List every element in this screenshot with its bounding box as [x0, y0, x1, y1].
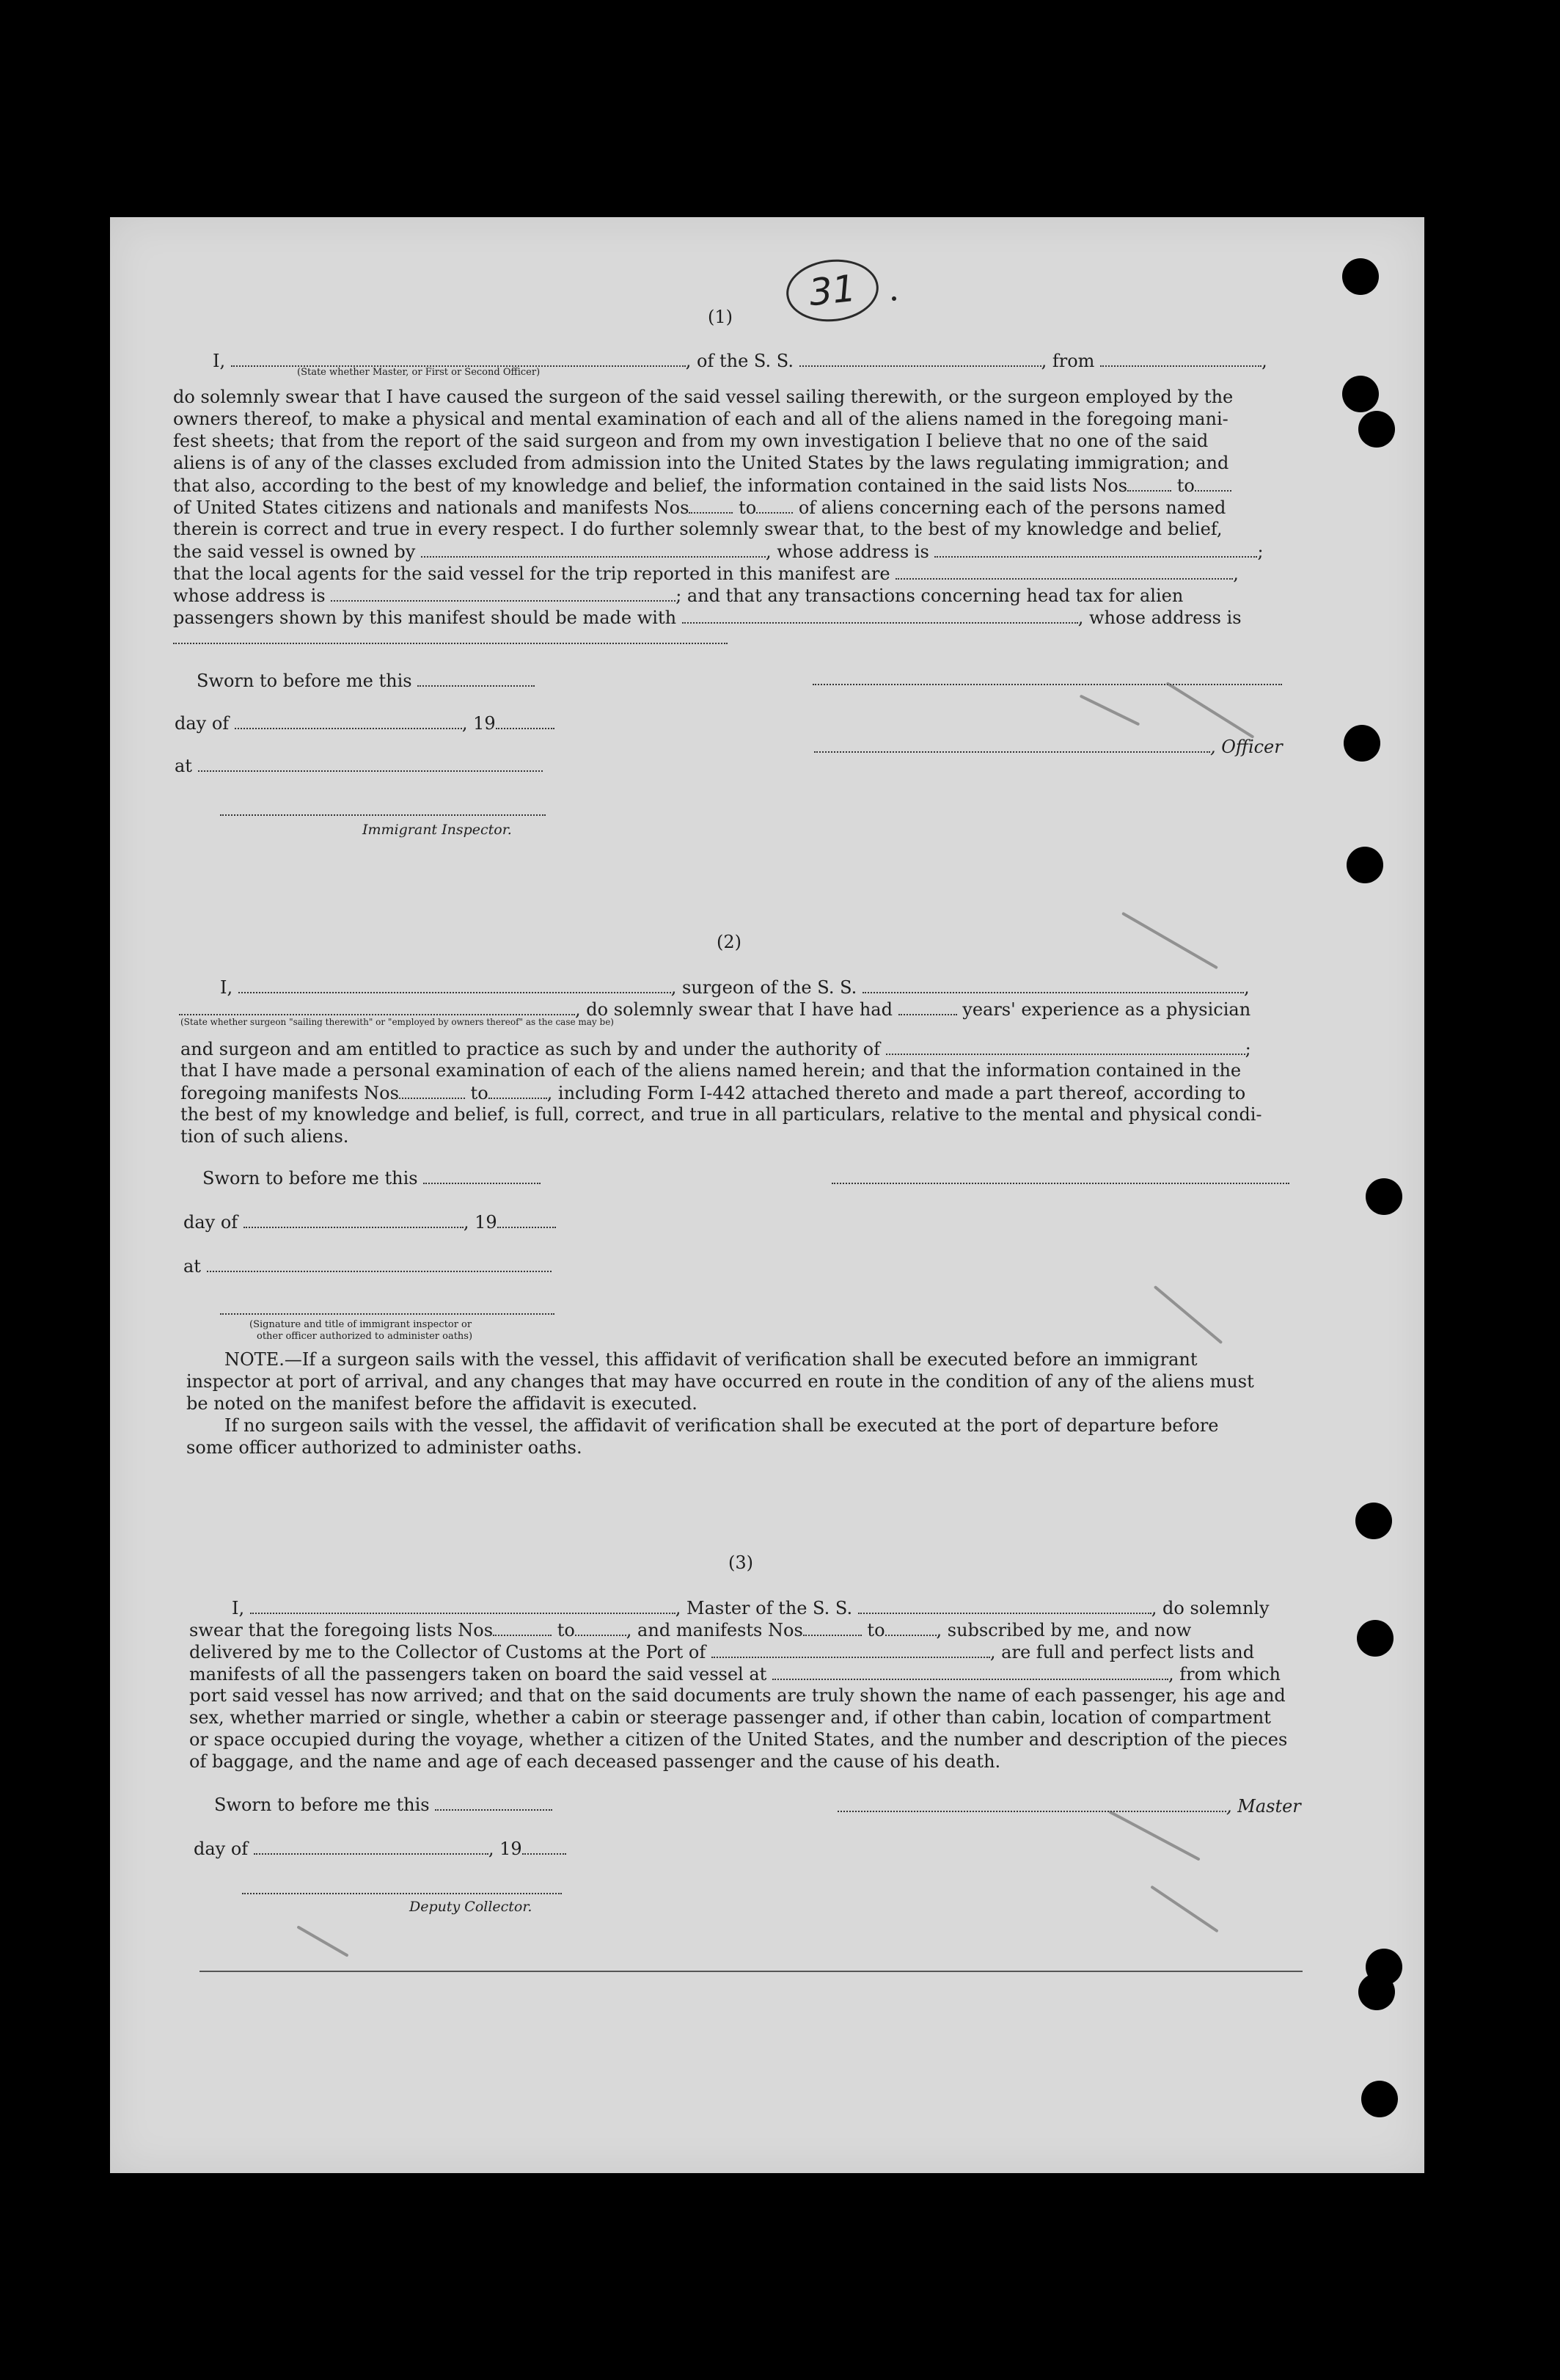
- text: delivered by me to the Collector of Customs at the Port of: [189, 1642, 706, 1662]
- section-3-line-6: sex, whether married or single, whether a cabin or steerage passenger and, if other than cabin, location of compartment: [189, 1707, 1271, 1728]
- surgeon-vessel-field: [863, 976, 1244, 993]
- page-number: 31: [807, 266, 858, 315]
- manifests-from-field: [689, 496, 733, 514]
- section-2-line-7: tion of such aliens.: [180, 1126, 349, 1147]
- address-line: [173, 643, 728, 644]
- text: , and manifests Nos: [626, 1620, 803, 1640]
- section-1-line-9: the said vessel is owned by , whose address is ;: [173, 541, 1264, 562]
- text: day of: [175, 713, 230, 734]
- section-1-note: (State whether Master, or First or Second Officer): [297, 367, 541, 378]
- text: Sworn to before me this: [197, 671, 412, 691]
- section-1-line-6: [173, 474, 1231, 497]
- note-line-2: inspector at port of arrival, and any changes that may have occurred en route in the condition of any of the aliens must: [186, 1371, 1254, 1392]
- text: , whose address is: [1077, 607, 1242, 628]
- section-3-line-7: or space occupied during the voyage, whether a citizen of the United States, and the number and description of the pieces: [189, 1729, 1288, 1750]
- text: ; and that any transactions concerning head tax for alien: [675, 585, 1184, 606]
- owner-field: [421, 540, 766, 558]
- collector-label: Deputy Collector.: [409, 1899, 532, 1915]
- text: manifests of all the passengers taken on board the said vessel at: [189, 1664, 767, 1684]
- section-2-dayof: [183, 1211, 556, 1233]
- place-field: [207, 1255, 552, 1272]
- text: , whose address is: [765, 541, 929, 562]
- section-1-line-3: owners thereof, to make a physical and mental examination of each and all of the aliens named in the foregoing mani-: [173, 409, 1228, 429]
- punch-hole: [1342, 258, 1379, 295]
- sworn-date-field: [435, 1793, 552, 1811]
- punch-hole: [1361, 2081, 1398, 2117]
- text: , surgeon of the S. S.: [670, 977, 857, 998]
- punch-hole: [1342, 376, 1379, 412]
- section-2-line-3: and surgeon and am entitled to practice as such by and under the authority of ;: [180, 1039, 1251, 1059]
- text: at: [183, 1256, 201, 1277]
- section-2-line-4: that I have made a personal examination of each of the aliens named herein; and that the information contained in the: [180, 1060, 1242, 1081]
- section-1-line-12: [173, 606, 1242, 629]
- signature-note-1: (Signature and title of immigrant inspector or: [249, 1319, 472, 1330]
- section-3-line-2: [189, 1618, 1191, 1641]
- note-line-4: If no surgeon sails with the vessel, the affidavit of verification shall be executed at the port of departure before: [224, 1415, 1219, 1436]
- place-field: [198, 754, 543, 772]
- section-3-master: [838, 1795, 1301, 1817]
- text: , 19: [463, 1212, 497, 1233]
- inspector-label: Immigrant Inspector.: [362, 822, 512, 838]
- section-3-line-8: of baggage, and the name and age of each deceased passenger and the cause of his death.: [189, 1751, 1001, 1772]
- text: swear that the foregoing lists Nos: [189, 1620, 494, 1640]
- text: , 19: [461, 713, 496, 734]
- manifests-from-field: [399, 1081, 465, 1099]
- section-1-line-10: that the local agents for the said vessel for the trip reported in this manifest are ,: [173, 563, 1239, 584]
- text: I,: [232, 1598, 245, 1618]
- manifests-to-field: [885, 1618, 937, 1636]
- text: foregoing manifests Nos: [180, 1083, 399, 1103]
- port-field: [711, 1640, 990, 1658]
- lists-to-field: [1195, 474, 1231, 492]
- text: , Officer: [1210, 737, 1283, 757]
- lists-to-field: [575, 1618, 626, 1636]
- text: , 19: [488, 1839, 522, 1859]
- note-line-3: be noted on the manifest before the affidavit is executed.: [186, 1393, 697, 1414]
- section-3-line-3: [189, 1640, 1254, 1663]
- text: to: [470, 1083, 488, 1103]
- text: I,: [213, 351, 226, 371]
- master-name-field: [231, 349, 686, 367]
- head-tax-field: [682, 606, 1078, 624]
- section-1-line-1: I, , of the S. S. , from ,: [213, 351, 1267, 371]
- note-line-1: NOTE.—If a surgeon sails with the vessel, this affidavit of verification shall be executed before an immigrant: [224, 1349, 1198, 1370]
- punch-hole: [1366, 1178, 1402, 1215]
- owner-address-field: [934, 540, 1257, 558]
- text: the said vessel is owned by: [173, 541, 416, 562]
- section-1-number: (1): [708, 307, 733, 327]
- punch-hole: [1358, 411, 1395, 448]
- text: years' experience as a physician: [962, 999, 1251, 1020]
- punch-hole: [1344, 725, 1380, 762]
- text: at: [175, 756, 192, 776]
- text: , are full and perfect lists and: [989, 1642, 1255, 1662]
- text: Sworn to before me this: [202, 1168, 418, 1189]
- section-3-line-5: port said vessel has now arrived; and that on the said documents are truly shown the name of each passenger, his age and: [189, 1685, 1286, 1706]
- surgeon-signature-line: [832, 1183, 1289, 1184]
- inspector-signature-line: [220, 1313, 554, 1315]
- section-2-sworn: [202, 1167, 541, 1189]
- ink-dot: [892, 296, 896, 301]
- text: , do solemnly swear that I have had: [575, 999, 893, 1020]
- punch-hole: [1347, 847, 1383, 883]
- text: that also, according to the best of my knowledge and belief, the information contained in the said lists Nos: [173, 475, 1128, 496]
- lists-from-field: [1127, 474, 1171, 492]
- year-field: [496, 712, 554, 729]
- section-2-line-5: [180, 1081, 1245, 1104]
- text: whose address is: [173, 585, 326, 606]
- inspector-signature-line: [220, 814, 546, 816]
- section-3-sworn: [214, 1793, 552, 1816]
- master-signature-field: [838, 1795, 1226, 1812]
- text: passengers shown by this manifest should be made with: [173, 607, 677, 628]
- section-2-line-1: I, , surgeon of the S. S. ,: [220, 977, 1250, 998]
- departure-port-field: [772, 1662, 1168, 1680]
- vessel-name-field: [858, 1596, 1151, 1614]
- officer-signature-field: [814, 735, 1210, 753]
- agents-field: [896, 562, 1233, 580]
- section-3-line-1: [232, 1596, 1270, 1619]
- manifests-from-field: [803, 1618, 862, 1636]
- section-1-line-11: [173, 584, 1183, 607]
- text: , from which: [1168, 1664, 1281, 1684]
- text: , including Form I-442 attached thereto and made a part thereof, according to: [546, 1083, 1246, 1103]
- text: , of the S. S.: [685, 351, 794, 371]
- text: , from: [1041, 351, 1095, 371]
- punch-hole: [1355, 1503, 1392, 1539]
- text: and surgeon and am entitled to practice as such by and under the authority of: [180, 1039, 880, 1059]
- text: Sworn to before me this: [214, 1795, 430, 1815]
- text: of aliens concerning each of the persons named: [798, 497, 1226, 518]
- text: , subscribed by me, and now: [936, 1620, 1192, 1640]
- lists-from-field: [493, 1618, 552, 1636]
- text: , do solemnly: [1151, 1598, 1270, 1618]
- text: to: [1176, 475, 1195, 496]
- section-2-number: (2): [717, 932, 741, 952]
- manifests-to-field: [488, 1081, 547, 1099]
- day-field: [235, 712, 462, 729]
- section-1-line-5: aliens is of any of the classes excluded from admission into the United States by the laws regulating immigration; and: [173, 453, 1229, 473]
- section-2-line-6: the best of my knowledge and belief, is full, correct, and true in all particulars, relative to the mental and physical condi-: [180, 1104, 1262, 1125]
- section-1-line-2: do solemnly swear that I have caused the surgeon of the said vessel sailing therewith, or the surgeon employed by the: [173, 387, 1234, 407]
- text: day of: [183, 1212, 238, 1233]
- from-port-field: [1100, 349, 1261, 367]
- text: that the local agents for the said vessel for the trip reported in this manifest are: [173, 563, 890, 584]
- text: day of: [194, 1839, 249, 1859]
- section-1-at: [175, 754, 543, 777]
- text: to: [739, 497, 757, 518]
- section-3-line-4: [189, 1662, 1281, 1685]
- punch-hole: [1357, 1620, 1394, 1657]
- text: to: [557, 1620, 575, 1640]
- year-field: [522, 1837, 566, 1855]
- section-2-at: [183, 1255, 552, 1277]
- note-line-5: some officer authorized to administer oaths.: [186, 1437, 582, 1458]
- sworn-date-field: [417, 669, 535, 687]
- section-3-dayof: [194, 1837, 566, 1860]
- year-field: [497, 1211, 556, 1228]
- day-field: [254, 1837, 488, 1855]
- authority-field: [886, 1037, 1245, 1055]
- text: of United States citizens and nationals and manifests Nos: [173, 497, 689, 518]
- text: to: [867, 1620, 885, 1640]
- master-name-field: [250, 1596, 675, 1614]
- section-1-officer: [814, 735, 1283, 758]
- section-1-dayof: [175, 712, 554, 734]
- section-3-number: (3): [728, 1552, 753, 1573]
- collector-signature-line: [242, 1893, 562, 1894]
- signature-line: [813, 684, 1282, 685]
- text: I,: [220, 977, 233, 998]
- surgeon-name-field: [238, 976, 671, 993]
- section-1-line-7: [173, 496, 1226, 519]
- surgeon-status-field: [179, 998, 575, 1015]
- agents-address-field: [331, 584, 675, 602]
- text: , Master: [1226, 1796, 1301, 1817]
- section-1-line-4: fest sheets; that from the report of the said surgeon and from my own investigation I believe that no one of the said: [173, 431, 1209, 451]
- signature-note-2: other officer authorized to administer oaths): [257, 1331, 473, 1342]
- manifests-to-field: [756, 496, 793, 514]
- years-field: [898, 998, 957, 1015]
- section-1-sworn: [197, 669, 535, 692]
- section-1-line-8: therein is correct and true in every respect. I do further solemnly swear that, to the best of my knowledge and belief,: [173, 519, 1223, 539]
- vessel-name-field: [799, 349, 1041, 367]
- punch-hole: [1358, 1974, 1395, 2010]
- section-2-note: (State whether surgeon "sailing therewith" or "employed by owners thereof" as the case may be): [180, 1017, 614, 1027]
- day-field: [243, 1211, 464, 1228]
- sworn-date-field: [423, 1167, 541, 1184]
- text: , Master of the S. S.: [675, 1598, 853, 1618]
- bottom-rule: [199, 1971, 1303, 1972]
